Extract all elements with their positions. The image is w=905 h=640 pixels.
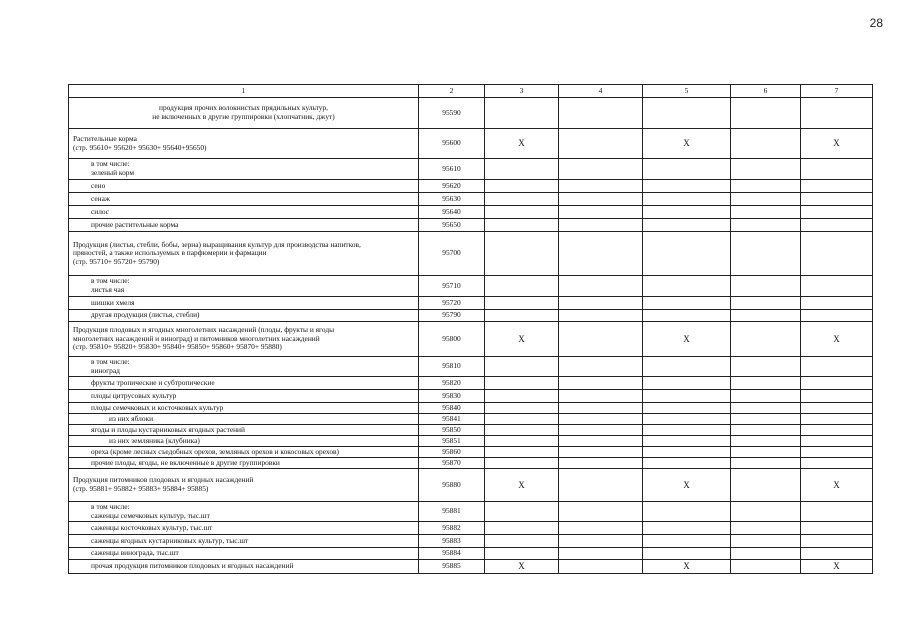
cell-col-5 <box>643 458 731 469</box>
row-code: 95640 <box>419 206 485 219</box>
cell-col-4 <box>559 377 643 390</box>
cell-col-6 <box>731 159 801 180</box>
table-row <box>69 425 873 436</box>
row-label <box>69 129 419 159</box>
table-row <box>69 310 873 322</box>
row-label-line: другая продукция (листья, стебли) <box>91 310 200 320</box>
cell-col-6 <box>731 276 801 297</box>
cell-col-3 <box>485 159 559 180</box>
row-code: 95881 <box>419 502 485 522</box>
cell-col-6 <box>731 322 801 357</box>
row-label-line: шишки хмеля <box>91 297 135 307</box>
cell-col-5 <box>643 310 731 322</box>
row-label-line: сено <box>91 180 106 190</box>
cell-col-4 <box>559 193 643 206</box>
row-label <box>69 502 419 522</box>
cell-col-4 <box>559 310 643 322</box>
row-code: 95884 <box>419 548 485 560</box>
cell-col-5 <box>643 414 731 425</box>
cell-col-5 <box>643 357 731 377</box>
cell-col-3: X <box>485 560 559 574</box>
cell-col-3 <box>485 206 559 219</box>
table-row <box>69 403 873 414</box>
cell-col-6 <box>731 548 801 560</box>
row-label-line: в том числе: <box>91 356 130 366</box>
cell-col-4 <box>559 458 643 469</box>
row-code: 95841 <box>419 414 485 425</box>
row-label-line: в том числе: <box>91 159 130 169</box>
row-label-line: Растительные корма <box>73 133 137 143</box>
cell-col-5 <box>643 98 731 129</box>
cell-col-7 <box>801 447 873 458</box>
table-body <box>69 98 873 574</box>
row-code: 95850 <box>419 425 485 436</box>
cell-col-7 <box>801 522 873 535</box>
cell-col-4 <box>559 159 643 180</box>
cell-col-5 <box>643 377 731 390</box>
cell-col-7 <box>801 425 873 436</box>
cell-col-7 <box>801 357 873 377</box>
cell-col-4 <box>559 502 643 522</box>
cell-col-4 <box>559 425 643 436</box>
row-label-line: сенаж <box>91 193 110 203</box>
table-row <box>69 377 873 390</box>
cell-col-5 <box>643 180 731 193</box>
header-col-3: 3 <box>485 85 559 98</box>
cell-col-5 <box>643 548 731 560</box>
table-row <box>69 193 873 206</box>
row-label-line: пряностей, а также используемых в парфюмерии и фармации <box>73 248 267 258</box>
cell-col-6 <box>731 458 801 469</box>
cell-col-4 <box>559 322 643 357</box>
row-label <box>69 310 419 322</box>
table-row <box>69 436 873 447</box>
row-code: 95610 <box>419 159 485 180</box>
row-label-line: саженцы косточковых культур, тыс.шт <box>91 522 213 532</box>
row-code: 95883 <box>419 535 485 548</box>
cell-col-3 <box>485 390 559 403</box>
cell-col-4 <box>559 297 643 310</box>
row-label-line: не включенных в другие группировки (хлопчатник, джут) <box>152 112 335 121</box>
table-row <box>69 469 873 502</box>
row-label-line: в том числе: <box>91 501 130 511</box>
cell-col-4 <box>559 390 643 403</box>
row-label <box>69 436 419 447</box>
cell-col-7: X <box>801 129 873 159</box>
row-label <box>69 180 419 193</box>
cell-col-7 <box>801 414 873 425</box>
cell-col-4 <box>559 560 643 574</box>
row-label-line: саженцы семечковых культур, тыс.шт <box>91 510 210 520</box>
row-code: 95650 <box>419 219 485 232</box>
cell-col-4 <box>559 276 643 297</box>
cell-col-6 <box>731 357 801 377</box>
cell-col-7 <box>801 159 873 180</box>
cell-col-7 <box>801 377 873 390</box>
row-label <box>69 297 419 310</box>
cell-col-3 <box>485 447 559 458</box>
row-code: 95870 <box>419 458 485 469</box>
cell-col-6 <box>731 377 801 390</box>
row-code: 95800 <box>419 322 485 357</box>
row-label-line: ореха (кроме лесных съедобных орехов, земляных орехов и кокосовых орехов) <box>91 446 339 456</box>
cell-col-7 <box>801 403 873 414</box>
cell-col-3: X <box>485 129 559 159</box>
row-label <box>69 232 419 276</box>
row-code: 95790 <box>419 310 485 322</box>
row-label-line: ягоды и плоды кустарниковых ягодных растений <box>91 424 245 434</box>
cell-col-3: X <box>485 469 559 502</box>
cell-col-7 <box>801 310 873 322</box>
table-row <box>69 276 873 297</box>
row-label-line: (стр. 95881+ 95882+ 95883+ 95884+ 95885) <box>73 484 209 493</box>
cell-col-7 <box>801 98 873 129</box>
cell-col-5 <box>643 522 731 535</box>
row-code: 95820 <box>419 377 485 390</box>
cell-col-7 <box>801 232 873 276</box>
cell-col-3 <box>485 548 559 560</box>
cell-col-4 <box>559 180 643 193</box>
cell-col-5 <box>643 206 731 219</box>
row-label-line: виноград <box>91 365 120 375</box>
cell-col-5 <box>643 297 731 310</box>
cell-col-5: X <box>643 469 731 502</box>
table-row <box>69 447 873 458</box>
cell-col-7: X <box>801 560 873 574</box>
row-label <box>69 193 419 206</box>
cell-col-6 <box>731 180 801 193</box>
row-label-line: фрукты тропические и субтропические <box>91 377 215 387</box>
row-label-line: плоды цитрусовых культур <box>91 390 177 400</box>
row-label-line: (стр. 95810+ 95820+ 95830+ 95840+ 95850+ 95860+ 95870+ 95880) <box>73 342 282 352</box>
row-label-line: Продукция питомников плодовых и ягодных насаждений <box>73 475 254 485</box>
cell-col-4 <box>559 469 643 502</box>
cell-col-5 <box>643 436 731 447</box>
row-label <box>69 206 419 219</box>
table-row <box>69 458 873 469</box>
cell-col-5 <box>643 425 731 436</box>
cell-col-5: X <box>643 322 731 357</box>
row-code: 95700 <box>419 232 485 276</box>
table-row <box>69 502 873 522</box>
row-label <box>69 322 419 357</box>
row-label <box>69 522 419 535</box>
cell-col-7 <box>801 548 873 560</box>
row-label-line: (стр. 95710+ 95720+ 95790) <box>73 256 160 266</box>
cell-col-6 <box>731 297 801 310</box>
table-row <box>69 357 873 377</box>
row-label <box>69 403 419 414</box>
header-row <box>69 85 873 98</box>
row-label-line: (стр. 95610+ 95620+ 95630+ 95640+95650) <box>73 142 207 152</box>
cell-col-3 <box>485 297 559 310</box>
cell-col-4 <box>559 535 643 548</box>
row-code: 95720 <box>419 297 485 310</box>
cell-col-7 <box>801 458 873 469</box>
row-code: 95851 <box>419 436 485 447</box>
header-col-6: 6 <box>731 85 801 98</box>
cell-col-7 <box>801 502 873 522</box>
header-col-1: 1 <box>69 85 419 98</box>
cell-col-6 <box>731 469 801 502</box>
cell-col-3 <box>485 425 559 436</box>
row-code: 95885 <box>419 560 485 574</box>
table-row <box>69 548 873 560</box>
cell-col-3 <box>485 357 559 377</box>
cell-col-6 <box>731 98 801 129</box>
cell-col-4 <box>559 232 643 276</box>
table-row <box>69 297 873 310</box>
cell-col-4 <box>559 206 643 219</box>
row-label <box>69 98 419 129</box>
table-row <box>69 322 873 357</box>
cell-col-3 <box>485 219 559 232</box>
table-row <box>69 232 873 276</box>
cell-col-7 <box>801 180 873 193</box>
row-code: 95620 <box>419 180 485 193</box>
row-label-line: прочие плоды, ягоды, не включенные в другие группировки <box>91 457 280 467</box>
cell-col-3 <box>485 502 559 522</box>
cell-col-3 <box>485 414 559 425</box>
row-code: 95600 <box>419 129 485 159</box>
cell-col-5: X <box>643 560 731 574</box>
table-row <box>69 390 873 403</box>
cell-col-4 <box>559 129 643 159</box>
cell-col-5 <box>643 193 731 206</box>
cell-col-3 <box>485 276 559 297</box>
cell-col-5 <box>643 232 731 276</box>
row-label-line: многолетних насаждений и виноград) и питомников многолетних насаждений <box>73 333 320 343</box>
cell-col-6 <box>731 522 801 535</box>
cell-col-3 <box>485 98 559 129</box>
cell-col-6 <box>731 129 801 159</box>
cell-col-6 <box>731 502 801 522</box>
cell-col-6 <box>731 414 801 425</box>
cell-col-7 <box>801 276 873 297</box>
row-label <box>69 390 419 403</box>
cell-col-3 <box>485 403 559 414</box>
row-label-line: из них яблоки <box>109 413 154 423</box>
row-code: 95810 <box>419 357 485 377</box>
cell-col-6 <box>731 219 801 232</box>
row-label-line: прочие растительные корма <box>91 219 179 229</box>
row-code: 95710 <box>419 276 485 297</box>
row-label-line: в том числе: <box>91 276 130 286</box>
table-row <box>69 159 873 180</box>
row-label-line: силос <box>91 206 110 216</box>
row-label-line: саженцы ягодных кустарниковых культур, тыс.шт <box>91 535 249 545</box>
table-row <box>69 522 873 535</box>
cell-col-5 <box>643 403 731 414</box>
row-label-line: из них земляника (клубника) <box>109 435 200 445</box>
cell-col-3 <box>485 458 559 469</box>
table-row <box>69 129 873 159</box>
row-code: 95840 <box>419 403 485 414</box>
cell-col-5 <box>643 276 731 297</box>
cell-col-7 <box>801 535 873 548</box>
cell-col-6 <box>731 310 801 322</box>
cell-col-5 <box>643 447 731 458</box>
cell-col-4 <box>559 219 643 232</box>
table-row <box>69 98 873 129</box>
cell-col-3 <box>485 193 559 206</box>
cell-col-3: X <box>485 322 559 357</box>
cell-col-6 <box>731 535 801 548</box>
table-row <box>69 180 873 193</box>
cell-col-6 <box>731 390 801 403</box>
cell-col-7: X <box>801 322 873 357</box>
cell-col-6 <box>731 193 801 206</box>
cell-col-6 <box>731 560 801 574</box>
cell-col-7: X <box>801 469 873 502</box>
cell-col-5 <box>643 535 731 548</box>
row-label-line: листья чая <box>91 285 125 294</box>
cell-col-7 <box>801 219 873 232</box>
statistics-form-table <box>68 84 873 574</box>
cell-col-3 <box>485 436 559 447</box>
cell-col-7 <box>801 206 873 219</box>
row-label <box>69 219 419 232</box>
row-label-line: плоды семечковых и косточковых культур <box>91 402 224 412</box>
table-row <box>69 560 873 574</box>
cell-col-3 <box>485 180 559 193</box>
cell-col-3 <box>485 377 559 390</box>
row-label-line: саженцы винограда, тыс.шт <box>91 548 179 558</box>
header-col-5: 5 <box>643 85 731 98</box>
cell-col-6 <box>731 447 801 458</box>
row-label-line: Продукция (листья, стебли, бобы, зерна) выращивания культур для производства напитков, <box>73 239 361 249</box>
cell-col-6 <box>731 436 801 447</box>
cell-col-6 <box>731 206 801 219</box>
cell-col-4 <box>559 357 643 377</box>
row-label <box>69 276 419 297</box>
row-code: 95880 <box>419 469 485 502</box>
row-label-line: Продукция плодовых и ягодных многолетних насаждений (плоды, фрукты и ягоды <box>73 325 335 335</box>
row-code: 95830 <box>419 390 485 403</box>
cell-col-6 <box>731 425 801 436</box>
row-label <box>69 414 419 425</box>
table-row <box>69 219 873 232</box>
row-label <box>69 469 419 502</box>
page-number: 28 <box>869 16 883 30</box>
cell-col-7 <box>801 436 873 447</box>
row-label <box>69 535 419 548</box>
header-col-2: 2 <box>419 85 485 98</box>
row-label <box>69 377 419 390</box>
row-code: 95860 <box>419 447 485 458</box>
cell-col-4 <box>559 414 643 425</box>
table-row <box>69 414 873 425</box>
cell-col-4 <box>559 522 643 535</box>
row-label <box>69 447 419 458</box>
cell-col-3 <box>485 522 559 535</box>
header-col-4: 4 <box>559 85 643 98</box>
row-label <box>69 357 419 377</box>
cell-col-4 <box>559 436 643 447</box>
row-label-line: прочая продукция питомников плодовых и ягодных насаждений <box>91 561 294 571</box>
row-code: 95882 <box>419 522 485 535</box>
cell-col-4 <box>559 403 643 414</box>
cell-col-3 <box>485 232 559 276</box>
cell-col-4 <box>559 447 643 458</box>
row-label <box>69 548 419 560</box>
table-row <box>69 206 873 219</box>
cell-col-5 <box>643 159 731 180</box>
cell-col-7 <box>801 193 873 206</box>
cell-col-3 <box>485 310 559 322</box>
row-label <box>69 159 419 180</box>
cell-col-5: X <box>643 129 731 159</box>
cell-col-3 <box>485 535 559 548</box>
cell-col-7 <box>801 297 873 310</box>
cell-col-6 <box>731 403 801 414</box>
row-code: 95630 <box>419 193 485 206</box>
cell-col-5 <box>643 502 731 522</box>
table-row <box>69 535 873 548</box>
cell-col-5 <box>643 390 731 403</box>
row-label-line: зеленый корм <box>91 168 135 177</box>
cell-col-5 <box>643 219 731 232</box>
header-col-7: 7 <box>801 85 873 98</box>
cell-col-7 <box>801 390 873 403</box>
row-label-line: продукция прочих волокнистых прядильных культур, <box>159 103 328 113</box>
row-label <box>69 425 419 436</box>
cell-col-4 <box>559 98 643 129</box>
cell-col-4 <box>559 548 643 560</box>
cell-col-6 <box>731 232 801 276</box>
row-code: 95590 <box>419 98 485 129</box>
row-label <box>69 560 419 574</box>
row-label <box>69 458 419 469</box>
